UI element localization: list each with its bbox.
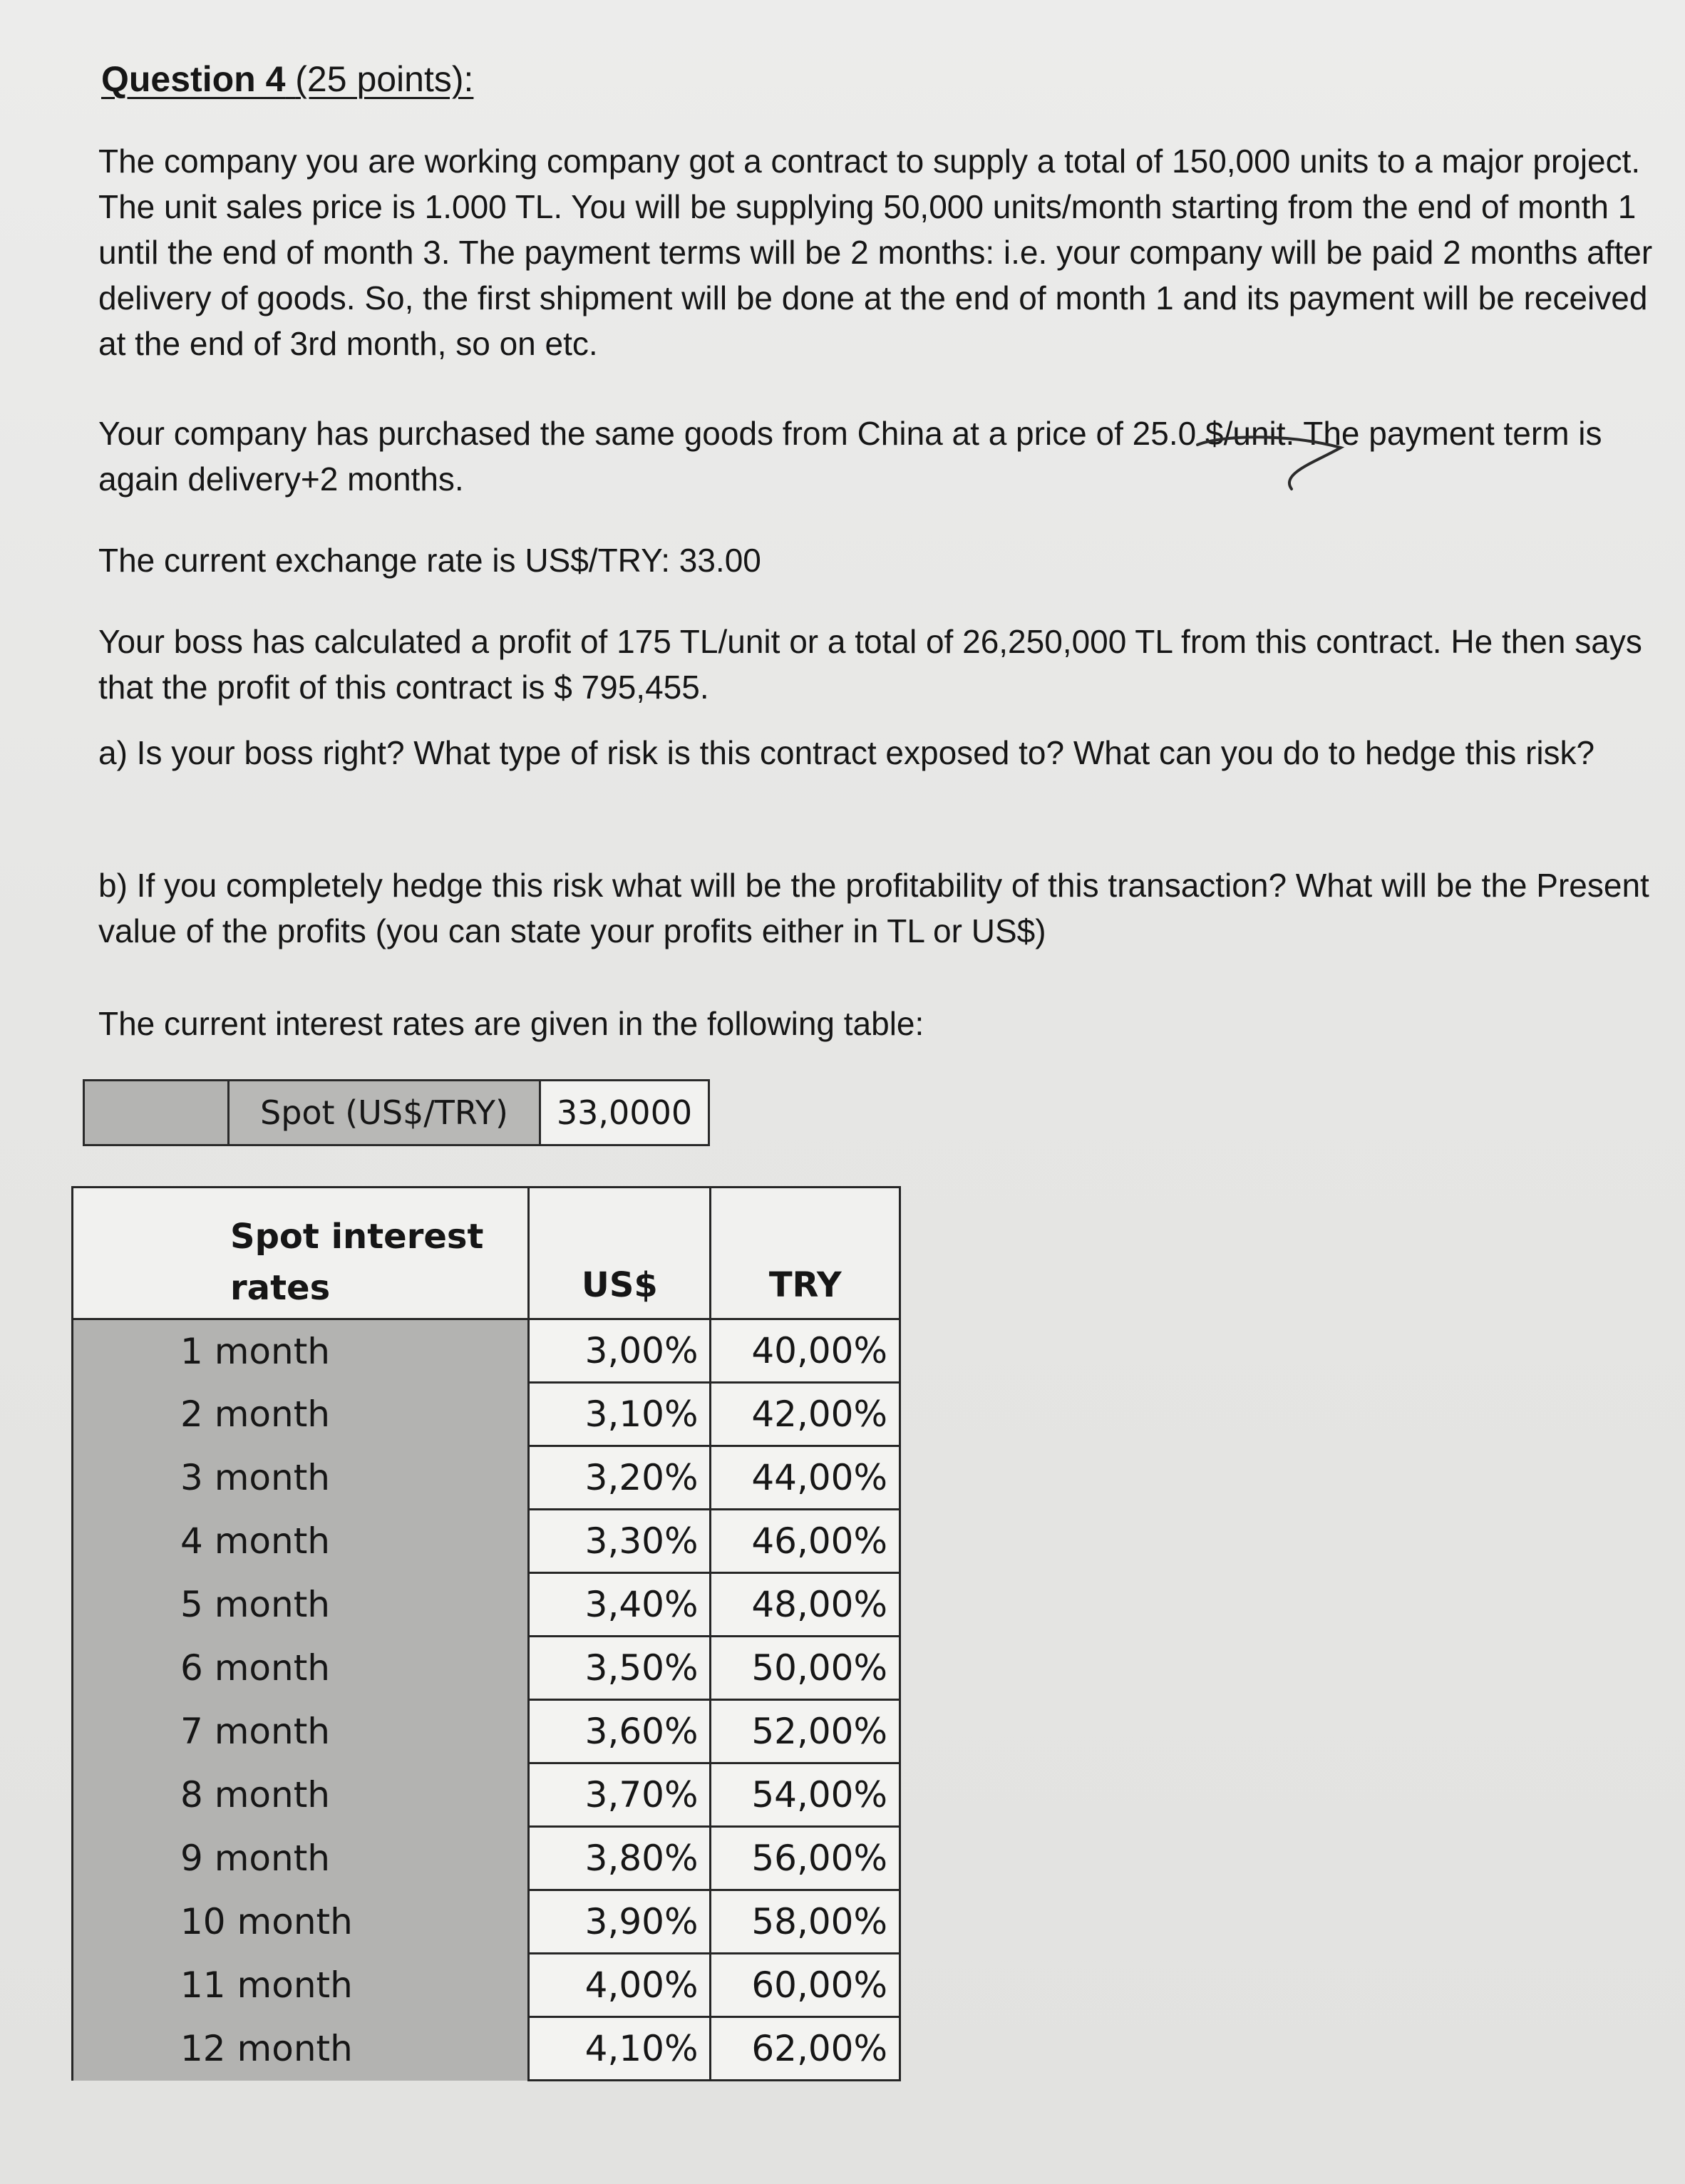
table-row — [73, 1890, 900, 1954]
rate-try-cell: 62,00% — [711, 2017, 900, 2081]
table-row — [73, 1510, 900, 1573]
spot-rate-shaded-cell — [85, 1081, 230, 1144]
rate-term-cell: 4 month — [73, 1510, 529, 1573]
rate-term-cell: 3 month — [73, 1446, 529, 1510]
question-points: (25 points): — [295, 59, 474, 99]
rate-term-cell: 12 month — [73, 2017, 529, 2081]
boss-profit-text: Your boss has calculated a profit of 175 TL/unit or a total of 26,250,000 TL from this contract. He then says that the profit of this contract is $ 795,455. — [98, 623, 1642, 706]
rate-term-cell: 1 month — [73, 1319, 529, 1383]
rate-term-cell: 8 month — [73, 1763, 529, 1827]
rate-try-cell: 48,00% — [711, 1573, 900, 1637]
rate-try-cell: 56,00% — [711, 1827, 900, 1890]
rate-usd-cell: 3,10% — [529, 1383, 711, 1446]
rate-try-cell: 52,00% — [711, 1700, 900, 1763]
contract-description: The company you are working company got a contract to supply a total of 150,000 units to a major project. The unit sales price is 1.000 TL. You will be supplying 50,000 units/month starting from the end of month 1 until the end of month 3. The payment terms will be 2 months: i.e. your company will be paid 2 months after delivery of goods. So, the first shipment will be done at the end of month 1 and its payment will be received at the end of 3rd month, so on etc. — [98, 143, 1653, 362]
interest-rates-intro: The current interest rates are given in the following table: — [98, 1005, 924, 1042]
rate-usd-cell: 3,80% — [529, 1827, 711, 1890]
rate-usd-cell: 3,60% — [529, 1700, 711, 1763]
rate-try-cell: 44,00% — [711, 1446, 900, 1510]
table-row — [73, 2017, 900, 2081]
rates-table-body — [73, 1319, 900, 2081]
rate-try-cell: 58,00% — [711, 1890, 900, 1954]
header-line-1: Spot interest — [230, 1217, 484, 1257]
rate-usd-cell: 4,00% — [529, 1954, 711, 2017]
rate-try-cell: 60,00% — [711, 1954, 900, 2017]
table-row — [73, 1573, 900, 1637]
rate-usd-cell: 3,70% — [529, 1763, 711, 1827]
rate-term-cell: 7 month — [73, 1700, 529, 1763]
question-part-a: a) Is your boss right? What type of risk is this contract exposed to? What can you do to hedge this risk? — [98, 734, 1595, 771]
spot-rate-label: Spot (US$/TRY) — [230, 1081, 541, 1144]
rate-usd-cell: 3,50% — [529, 1637, 711, 1700]
rate-try-cell: 46,00% — [711, 1510, 900, 1573]
rate-term-cell: 6 month — [73, 1637, 529, 1700]
rate-usd-cell: 3,30% — [529, 1510, 711, 1573]
table-row — [73, 1446, 900, 1510]
rate-term-cell: 10 month — [73, 1890, 529, 1954]
header-try: TRY — [711, 1188, 900, 1319]
spot-rate-value: 33,0000 — [541, 1081, 708, 1144]
rate-usd-cell: 3,00% — [529, 1319, 711, 1383]
question-part-b: b) If you completely hedge this risk what will be the profitability of this transaction? What will be the Present value of the profits (you can state your profits either in TL or US$) — [98, 867, 1649, 949]
interest-rates-table — [71, 1186, 901, 2081]
rate-usd-cell: 3,90% — [529, 1890, 711, 1954]
table-row — [73, 1763, 900, 1827]
table-row — [73, 1827, 900, 1890]
header-line-2: rates — [230, 1268, 331, 1308]
table-row — [73, 1319, 900, 1383]
header-usd: US$ — [529, 1188, 711, 1319]
question-number: Question 4 — [101, 59, 286, 99]
rate-try-cell: 54,00% — [711, 1763, 900, 1827]
spot-rate-box — [83, 1079, 710, 1146]
exchange-rate-text: The current exchange rate is US$/TRY: 33.00 — [98, 542, 761, 579]
rate-usd-cell: 3,40% — [529, 1573, 711, 1637]
rate-term-cell: 2 month — [73, 1383, 529, 1446]
rate-try-cell: 42,00% — [711, 1383, 900, 1446]
rate-usd-cell: 4,10% — [529, 2017, 711, 2081]
rate-usd-cell: 3,20% — [529, 1446, 711, 1510]
rate-term-cell: 11 month — [73, 1954, 529, 2017]
table-row — [73, 1637, 900, 1700]
table-row — [73, 1383, 900, 1446]
table-row — [73, 1954, 900, 2017]
handwritten-underline-mark — [1195, 433, 1351, 498]
rate-term-cell: 9 month — [73, 1827, 529, 1890]
rate-term-cell: 5 month — [73, 1573, 529, 1637]
rate-try-cell: 40,00% — [711, 1319, 900, 1383]
table-row — [73, 1700, 900, 1763]
table-header-row — [73, 1188, 900, 1319]
question-title — [101, 58, 473, 100]
rate-try-cell: 50,00% — [711, 1637, 900, 1700]
header-spot-interest-rates — [73, 1188, 529, 1319]
purchase-description: Your company has purchased the same goods from China at a price of 25.0 $/unit. The payment term is again delivery+2 months. — [98, 415, 1602, 498]
